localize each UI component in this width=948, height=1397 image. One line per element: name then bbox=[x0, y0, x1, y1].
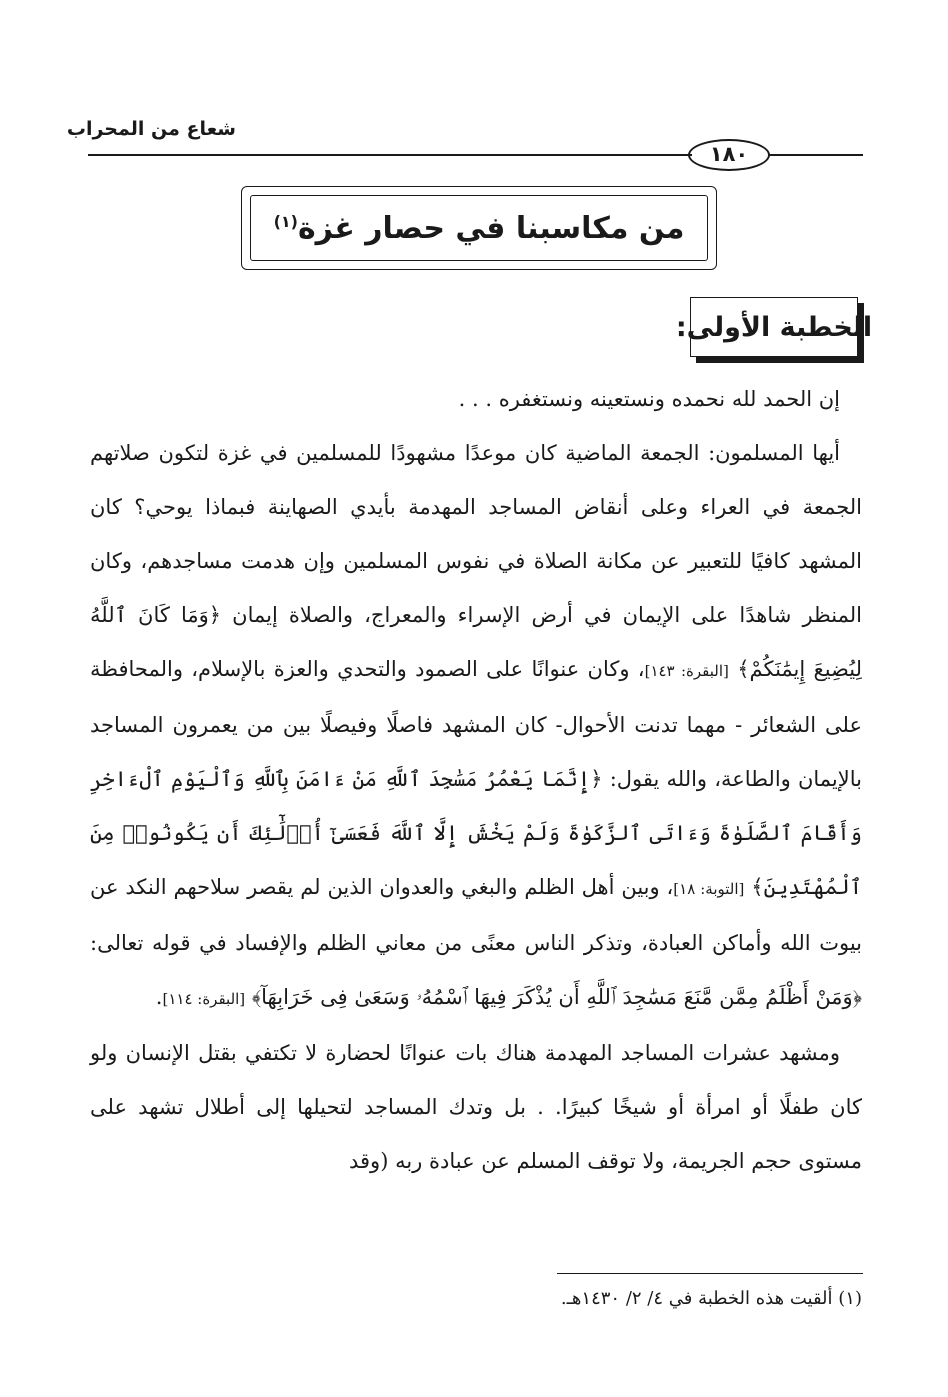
quran-verse: ﴿إِنَّمَا يَعْمُرُ مَسَٰجِدَ ٱللَّهِ مَنْ ءَامَنَ بِٱللَّهِ وَٱلْيَوْمِ ٱلْءَاخِرِ وَأَقَامَ ٱلصَّلَوٰةَ وَءَاتَى ٱلزَّكَوٰةَ وَلَمْ يَخْشَ إِلَّا ٱللَّهَ فَعَسَىٰٓ أُو۟لَٰٓئِكَ أَن يَكُونُوا۟ مِنَ ٱلْمُهْتَدِينَ﴾ bbox=[90, 767, 863, 899]
paragraph bbox=[90, 426, 862, 1026]
verse-reference: [البقرة: ١١٤] bbox=[162, 990, 246, 1008]
paragraph-text: أيها المسلمون: الجمعة الماضية كان موعدًا مشهودًا للمسلمين في غزة لتكون صلاتهم الجمعة في العراء وعلى أنقاض المساجد المهدمة بأيدي الصهاينة فبماذا يوحي؟ كان المشهد كافيًا للتعبير عن مكانة الصلاة في نفوس المسلمين وإن هدمت مساجدهم، وكان المنظر شاهدًا على الإيمان في أرض الإسراء والمعراج، والصلاة إيمان bbox=[90, 441, 862, 627]
title-frame bbox=[241, 186, 717, 270]
paragraph bbox=[90, 372, 862, 426]
paragraph-text: ، وبين أهل الظلم والبغي والعدوان الذين لم يقصر سلاحهم النكد عن بيوت الله وأماكن العبادة، وتذكر الناس معنًى من معاني الظلم والإفساد في قوله تعالى: bbox=[90, 875, 862, 955]
page-title bbox=[274, 211, 685, 246]
quran-verse: ﴿وَمَنْ أَظْلَمُ مِمَّن مَّنَعَ مَسَٰجِدَ ٱللَّهِ أَن يُذْكَرَ فِيهَا ٱسْمُهُۥ وَسَعَىٰ فِى خَرَابِهَآ﴾ bbox=[251, 985, 862, 1009]
page-title-text: من مكاسبنا في حصار غزة bbox=[297, 210, 685, 246]
footnote-marker[interactable]: (١) bbox=[273, 211, 298, 231]
paragraph-text: ، وكان عنوانًا على الصمود والتحدي والعزة بالإسلام، والمحافظة على الشعائر - مهما تدنت الأحوال- كان المشهد فاصلًا وفيصلًا بين من يعمرون المساجد بالإيمان والطاعة، والله يقول: bbox=[90, 657, 862, 791]
section-heading-box bbox=[675, 297, 873, 357]
quran-verse: ﴿وَمَا كَانَ ٱللَّهُ لِيُضِيعَ إِيمَٰنَكُمْ﴾ bbox=[90, 603, 862, 681]
verse-reference: [البقرة: ١٤٣] bbox=[644, 662, 729, 680]
opening-praise: إن الحمد لله نحمده ونستعينه ونستغفره . . . bbox=[458, 387, 840, 411]
paragraph bbox=[90, 1026, 862, 1188]
verse-reference: [التوبة: ١٨] bbox=[673, 880, 745, 898]
header-rule bbox=[768, 154, 863, 156]
running-title: شعاع من المحراب bbox=[66, 118, 236, 140]
title-frame-inner bbox=[250, 195, 708, 261]
body-text bbox=[90, 372, 862, 1188]
footnote: (١) ألقيت هذه الخطبة في ٤/ ٢/ ١٤٣٠هـ. bbox=[560, 1288, 862, 1309]
paragraph-text: ومشهد عشرات المساجد المهدمة هناك بات عنوانًا لحضارة لا تكتفي بقتل الإنسان ولو كان طفلًا أو امرأة أو شيخًا كبيرًا. . بل وتدك المساجد لتحيلها إلى أطلال تشهد على مستوى حجم الجريمة، ولا توقف المسلم عن عبادة ربه (وقد bbox=[90, 1041, 862, 1173]
section-heading: الخطبة الأولى: bbox=[675, 311, 873, 343]
page-number: ١٨٠ bbox=[688, 139, 770, 171]
paragraph-text: . bbox=[155, 985, 163, 1009]
footnote-rule bbox=[557, 1273, 863, 1274]
header-rule bbox=[88, 154, 692, 156]
